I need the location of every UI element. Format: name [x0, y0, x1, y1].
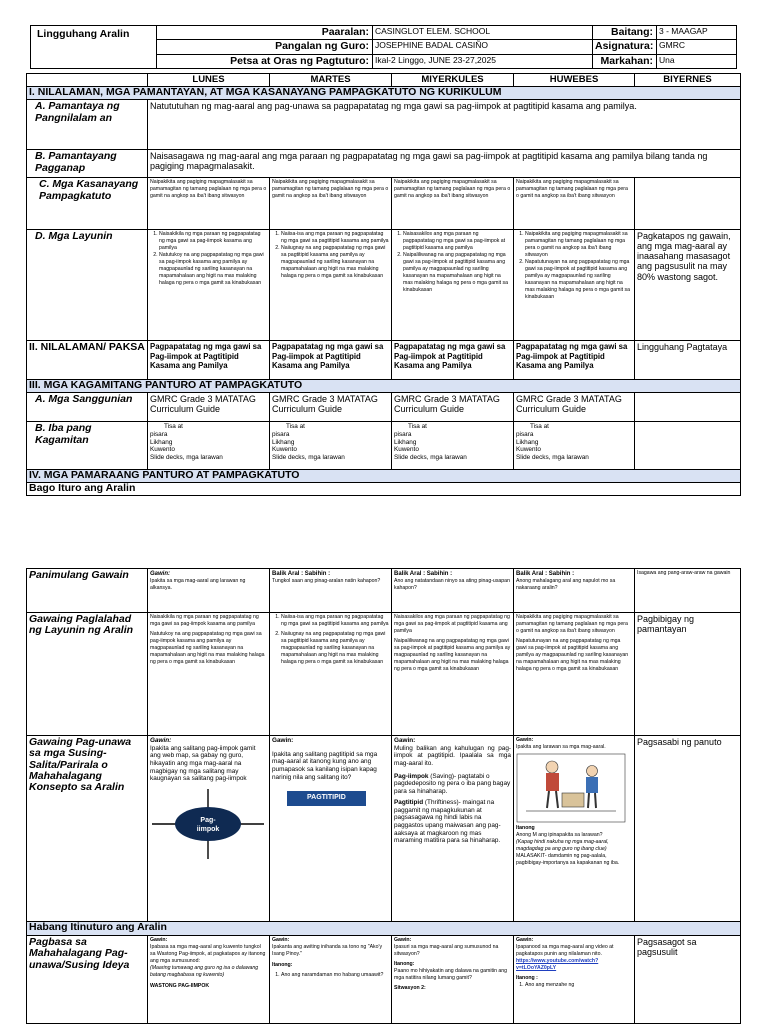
panimula-cell: Gawin: Ipakita sa mga mag-aaral ang larawan ng alkansya.	[148, 569, 270, 613]
pagunawa-cell: Gawin: Ipakita ang larawan sa mga mag-aaral. Itanong Anong M ang ipinapakita sa larawan? (Kapag hindi nakuha ng mga mag-aaral, magdagdag pa ang guro ng ibang clue) MALASAKIT- damdamin ng pag-aalala, pagbibigay-importanya sa kapakanan ng iba.	[514, 736, 635, 922]
guro-value: JOSEPHINE BADAL CASIÑO	[373, 40, 593, 54]
guro-label: Pangalan ng Guro:	[157, 40, 373, 54]
pagbasa-cell: Gawin: Ipakanta ang awiting inihanda sa tono ng "Ako'y Isang Pinoy." Itanong: 1. Ano ang naramdaman mo habang umaawit?	[270, 936, 392, 1024]
paglalahad-cell: Naisasakilos ang mga paraan ng pagpapatatag ng mga gawi sa pag-iimpok at pagtitipid kasama ang pamilya Naipaliliwanag na ang pagpapatatag ng mga gawi sa pag-iimpok at pagtitipid kasama ang pamilya ay magpapaunlad ng sariling kasanayan na mapamahalaan ang higit na mas malaking halaga ng pera o mga gamit sa kinabukasan	[392, 613, 514, 736]
row-label-pagbasa: Pagbasa sa Mahahalagang Pag-unawa/Susing Ideya	[27, 936, 148, 1024]
row-label-pamantayan-pangnilalaman: A. Pamantaya ng Pangnilalam an	[27, 100, 148, 150]
row-label-panimula: Panimulang Gawain	[27, 569, 148, 613]
row-label-pamantayang-pagganap: B. Pamantayang Pagganap	[27, 150, 148, 178]
layunin-item: 2. Napatutunayan na ang pagpapatatag ng mga gawi sa pag-iimpok at pagtitipid kasama ang pamilya ay magpapaunlad ng sariling kasanayan na mapamahalaan ang higit na mas malaking halaga ng pera o mga gamit sa kinabukasan	[525, 259, 632, 301]
video-link[interactable]: https://www.youtube.com/watch?v=tLOoYAZ0pLY	[516, 958, 599, 972]
subsection-bago: Bago Ituro ang Aralin	[27, 483, 741, 496]
kasanayan-cell: Naipakikita ang pagiging mapagmalasakit sa pamamagitan ng tamang paglalaan ng mga pera o gamit na angkop sa iba't ibang sitwasyon	[514, 178, 635, 230]
corner-cell	[27, 74, 148, 87]
pagunawa-cell: Gawin: Ipakita ang salitang pag-iimpok gamit ang web map, sa gabay ng guro, hikayatin ang mga mag-aaral na magbigay ng mga salitang may kaugnayan sa salitang pag-iimpok Pag- iimpok	[148, 736, 270, 922]
kagamitan-cell: Tisa at pisara Likhang Kuwento Slide decks, mga larawan	[148, 422, 270, 470]
layunin-cell	[514, 230, 635, 341]
section-title: I. NILALAMAN, MGA PAMANTAYAN, AT MGA KASANAYANG PAMPAGKATUTO NG KURIKULUM	[27, 87, 741, 100]
paglalahad-cell: Naipakikita ang pagiging mapagmalasakit sa pamamagitan ng tamang paglalaan ng mga pera o gamit na angkop sa iba't ibang sitwasyon Napatutunayan na ang pagpapatatag ng mga gawi sa pag-iimpok at pagtitipid kasama ang pamilya ay magpapaunlad ng sariling kasanayan na mapamahalaan ang higit na mas malaking halaga ng pera o mga gamit sa kinabukasan	[514, 613, 635, 736]
pagunawa-friday: Pagsasabi ng panuto	[635, 736, 741, 922]
markahan-value: Una	[657, 54, 737, 68]
layunin-cell	[148, 230, 270, 341]
panimula-cell: Balik Aral : Sabihin : Anong mahalagang aral ang napulot mo sa nakaraang aralin?	[514, 569, 635, 613]
kasanayan-cell: Naipakikita ang pagiging mapagmalasakit sa pamamagitan ng tamang paglalaan ng mga pera o gamit na angkop sa iba't ibang sitwasyon	[148, 178, 270, 230]
kagamitan-cell: Tisa at pisara Likhang Kuwento Slide decks, mga larawan	[514, 422, 635, 470]
row-label-layunin: D. Mga Layunin	[27, 230, 148, 341]
nilalaman-topic: Pagpapatatag ng mga gawi sa Pag-iimpok at Pagtitipid Kasama ang Pamilya	[514, 341, 635, 380]
layunin-cell	[270, 230, 392, 341]
svg-text:Pag-: Pag-	[200, 817, 216, 825]
paaralan-label: Paaralan:	[157, 26, 373, 40]
pagtitipid-badge: PAGTITIPID	[287, 791, 366, 805]
nilalaman-topic: Pagpapatatag ng mga gawi sa Pag-iimpok at Pagtitipid Kasama ang Pamilya	[392, 341, 514, 380]
baitang-value: 3 - MAAGAP	[657, 26, 737, 40]
day-header: MIYERKULES	[392, 74, 514, 87]
day-header: BIYERNES	[635, 74, 741, 87]
day-header: MARTES	[270, 74, 392, 87]
pamantayang-pagganap-text: Naisasagawa ng mag-aaral ang mga paraan ng pagpapatatag ng mga gawi sa pag-iimpok at pagtitipid kasama ang pamilya bilang tanda ng pagiging mapagmalasakit.	[148, 150, 741, 178]
layunin-item: 2. Naiiugnay na ang pagpapatatag ng mga gawi sa pagtitipid kasama ang pamilya ay magpapaunlad ng sariling kasanayan na mapamahalaan ang higit na mas malaking halaga ng pera o mga gamit sa kinabukasan	[281, 245, 389, 280]
web-map-diagram	[150, 787, 268, 861]
kagamitan-cell: Tisa at pisara Likhang Kuwento Slide decks, mga larawan	[392, 422, 514, 470]
sanggunian-cell: GMRC Grade 3 MATATAG Curriculum Guide	[514, 393, 635, 422]
pamantayan-pangnilalaman-text: Natututuhan ng mag-aaral ang pag-unawa sa pagpapatatag ng mga gawi sa pag-iimpok at pagtitipid kasama ang pamilya.	[148, 100, 741, 150]
petsa-value: Ikal-2 Linggo, JUNE 23-27,2025	[373, 54, 593, 68]
section-title: IV. MGA PAMARAANG PANTURO AT PAMPAGKATUTO	[27, 470, 741, 483]
layunin-item: 1. Naisakikila ng mga paraan ng pagpapatatag ng mga gawi sa pag-iimpok kasama ang pamilya	[159, 231, 267, 252]
pagunawa-cell: Gawin: Muling balikan ang kahulugan ng pag-iimpok at pagtitipid. Ipaalala sa mga mag-aaral ito. Pag-iimpok (Saving)- pagtatabi o pagdedeposito ng pera o iba pang bagay para sa hinaharap. Pagtitipid (Thriftiness)- maingat na paggamit ng mapagkukunan at pagsasagawa ng hindi labis na paggastos upang maiwasan ang pag-aaksaya at magkaroon ng mas maraming matitira para sa hinaharap.	[392, 736, 514, 922]
form-title: Lingguhang Aralin	[31, 26, 157, 69]
kagamitan-cell: Tisa at pisara Likhang Kuwento Slide decks, mga larawan	[270, 422, 392, 470]
paglalahad-cell: Naisakikila ng mga paraan ng pagpapatatag ng mga gawi sa pag-iimpok kasama ang pamilya Natutukoy na ang pagpapatatag ng mga gawi sa pag-iimpok kasama ang pamilya ay magpapaunlad ng sariling kasanayan na mapamahalaan ang higit na mas malaking halaga ng pera o mga gamit sa kinabukasan	[148, 613, 270, 736]
pagunawa-cell: Gawin: Ipakita ang salitang pagtitipid sa mga mag-aaral at itanong kung ano ang pumapasok sa kanilang isipan kapag narinig nila ang salitang ito? PAGTITIPID	[270, 736, 392, 922]
layunin-item: 2. Natutukoy na ang pagpapatatag ng mga gawi sa pag-iimpok kasama ang pamilya ay magpapaunlad ng sariling kasanayan na mapamahalaan ang higit na mas malaking halaga ng pera o mga gamit sa kinabukasan	[159, 252, 267, 287]
row-label-paglalahad: Gawaing Paglalahad ng Layunin ng Aralin	[27, 613, 148, 736]
sanggunian-cell: GMRC Grade 3 MATATAG Curriculum Guide	[148, 393, 270, 422]
paaralan-value: CASINGLOT ELEM. SCHOOL	[373, 26, 593, 40]
nilalaman-topic: Pagpapatatag ng mga gawi sa Pag-iimpok at Pagtitipid Kasama ang Pamilya	[270, 341, 392, 380]
markahan-label: Markahan:	[593, 54, 657, 68]
header-table	[30, 25, 737, 69]
petsa-label: Petsa at Oras ng Pagtuturo:	[157, 54, 373, 68]
paglalahad-friday: Pagbibigay ng pamantayan	[635, 613, 741, 736]
nilalaman-friday: Lingguhang Pagtataya	[635, 341, 741, 380]
row-label-kasanayan: C. Mga Kasanayang Pampagkatuto	[27, 178, 148, 230]
panimula-cell: Balik Aral : Sabihin : Ano ang natatandaan ninyo sa ating pinag-usapan kahapon?	[392, 569, 514, 613]
baitang-label: Baitang:	[593, 26, 657, 40]
subsection-habang: Habang Itinuturo ang Aralin	[27, 922, 741, 936]
kasanayan-cell: Naipakikita ang pagiging mapagmalasakit sa pamamagitan ng tamang paglalaan ng mga pera o gamit na angkop sa iba't ibang sitwasyon	[392, 178, 514, 230]
sanggunian-cell: GMRC Grade 3 MATATAG Curriculum Guide	[270, 393, 392, 422]
layunin-item: 2. Naipaliliwanag na ang pagpapatatag ng mga gawi sa pag-iimpok at pagtitipid kasama ang pamilya ay magpapaunlad ng sariling kasanayan na mapamahalaan ang higit na mas malaking halaga ng pera o mga gamit sa kinabukasan	[403, 252, 511, 294]
row-label-nilalaman: II. NILALAMAN/ PAKSA	[27, 341, 148, 380]
sanggunian-cell: GMRC Grade 3 MATATAG Curriculum Guide	[392, 393, 514, 422]
pagbasa-cell: Gawin: Ipabasa sa mga mag-aaral ang kuwento tungkol sa Wastong Pag-iimpok, at pagkatapos ay itanong ang mga sumusunod: (Maaring tumawag ang guro ng isa o dalawang batang magbabasa ng kuwento) WASTONG PAG-IIMPOK	[148, 936, 270, 1024]
sanggunian-cell-empty	[635, 393, 741, 422]
kasanayan-cell: Naipakikita ang pagiging mapagmalasakit sa pamamagitan ng tamang paglalaan ng mga pera o gamit na angkop sa iba't ibang sitwasyon	[270, 178, 392, 230]
pagbasa-friday: Pagsasagot sa pagsusulit	[635, 936, 741, 1024]
paglalahad-cell: 1. Naiisa-isa ang mga paraan ng pagpapatatag ng mga gawi sa pagtitipid kasama ang pamilya 2. Naiiugnay na ang pagpapatatag ng mga gawi sa pagtitipid kasama ang pamilya ay magpapaunlad ng sariling kasanayan na mapamahalaan ang higit na mas malaking halaga ng pera o mga gamit sa kinabukasan	[270, 613, 392, 736]
layunin-cell	[392, 230, 514, 341]
row-label-pagunawa: Gawaing Pag-unawa sa mga Susing-Salita/Parirala o Mahahalagang Konsepto sa Aralin	[27, 736, 148, 922]
day-header: HUWEBES	[514, 74, 635, 87]
layunin-friday: Pagkatapos ng gawain, ang mga mag-aaral ay inaasahang masasagot ang pagsusulit na may 80% wastong sagot.	[635, 230, 741, 341]
day-header: LUNES	[148, 74, 270, 87]
asignatura-label: Asignatura:	[593, 40, 657, 54]
layunin-item: 1. Naipakikita ang pagiging mapagmalasakit sa pamamagitan ng tamang paglalaan ng mga pera o gamit na angkop sa iba't ibang sitwasyon	[525, 231, 632, 259]
pagbasa-cell: Gawin: Ipasuri sa mga mag-aaral ang sumusunod na sitwasyon? Itanong: Paano mo hihiyakatin ang dalawa na gamitin ang mga natitira nilang lumang gamit? Sitwasyon 2:	[392, 936, 514, 1024]
pagbasa-cell: Gawin: Ipapanood sa mga mag-aaral ang video at pagkatapos punin ang nilalaman nito. https://www.youtube.com/watch?v=tLOoYAZ0pLY Itanong : 1. Ano ang menzahe ng	[514, 936, 635, 1024]
lesson-table-page2	[26, 568, 741, 1024]
panimula-friday: Isagawa ang pang-araw-araw na gawain	[635, 569, 741, 613]
lesson-table-page1	[26, 73, 741, 496]
row-label-sanggunian: A. Mga Sanggunian	[27, 393, 148, 422]
asignatura-value: GMRC	[657, 40, 737, 54]
kagamitan-cell-empty	[635, 422, 741, 470]
row-label-kagamitan: B. Iba pang Kagamitan	[27, 422, 148, 470]
layunin-item: 1. Naisasakilos ang mga paraan ng pagpapatatag ng mga gawi sa pag-iimpok at pagtitipid kasama ang pamilya	[403, 231, 511, 252]
caring-illustration	[516, 753, 626, 823]
panimula-cell: Balik Aral : Sabihin : Tungkol saan ang pinag-aralan natin kahapon?	[270, 569, 392, 613]
kasanayan-cell-empty	[635, 178, 741, 230]
section-title: III. MGA KAGAMITANG PANTURO AT PAMPAGKATUTO	[27, 380, 741, 393]
svg-text:iimpok: iimpok	[196, 826, 220, 834]
layunin-item: 1. Naiisa-isa ang mga paraan ng pagpapatatag ng mga gawi sa pagtitipid kasama ang pamilya	[281, 231, 389, 245]
nilalaman-topic: Pagpapatatag ng mga gawi sa Pag-iimpok at Pagtitipid Kasama ang Pamilya	[148, 341, 270, 380]
